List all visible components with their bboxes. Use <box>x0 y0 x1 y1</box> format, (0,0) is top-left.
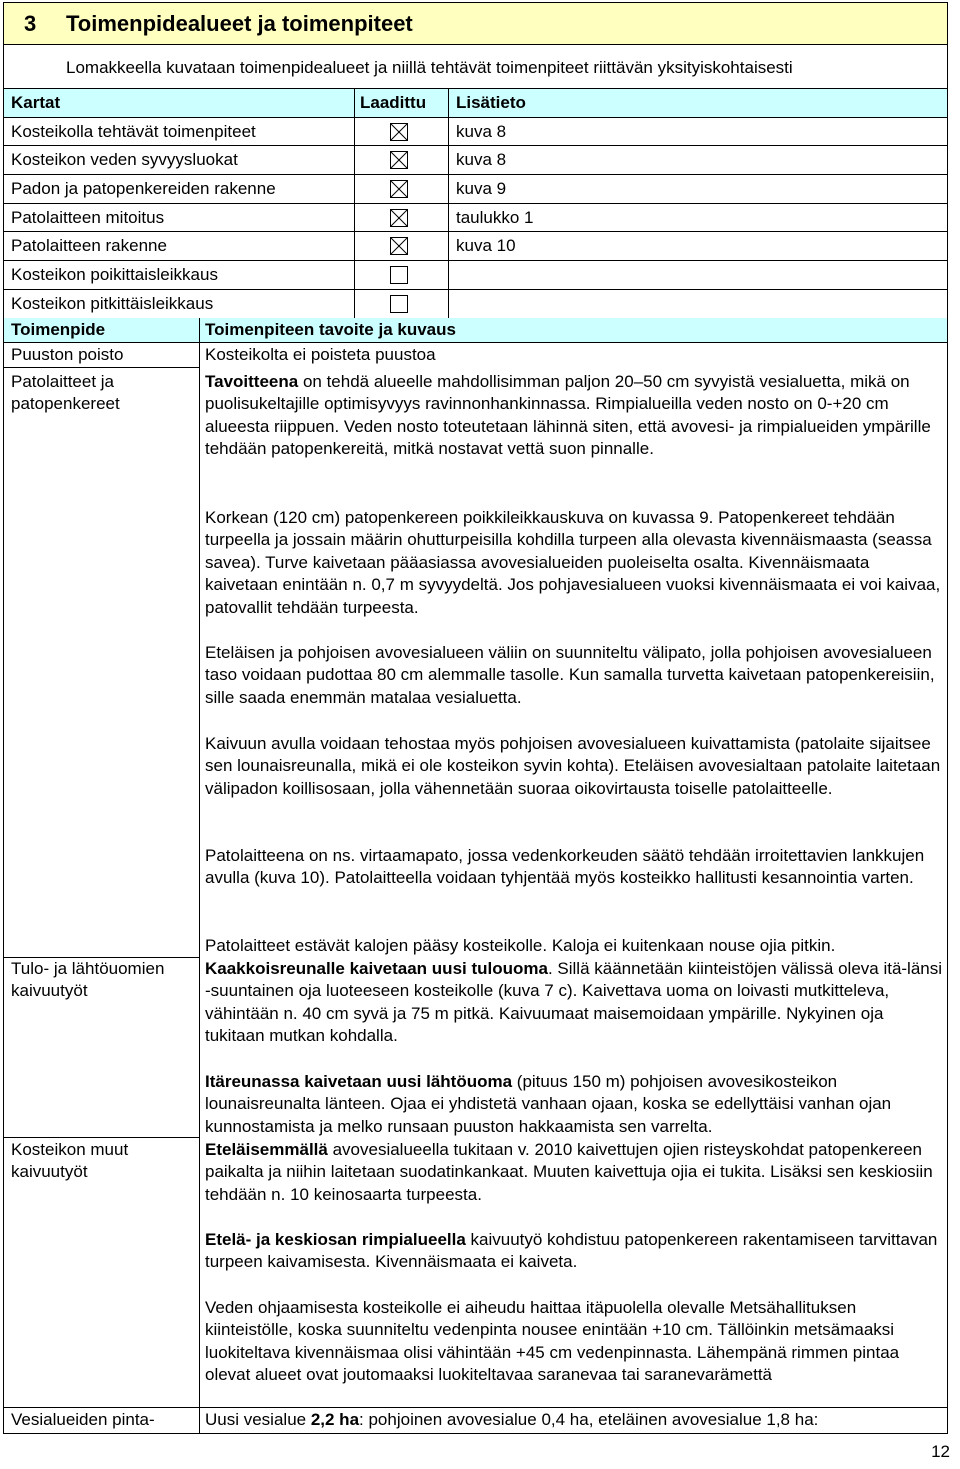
actions-header-action: Toimenpide <box>11 320 106 339</box>
map-row <box>4 146 947 175</box>
checked-box-icon[interactable] <box>390 180 408 198</box>
ditches-paragraph-1: Kaakkoisreunalle kaivetaan uusi tulouoma. Sillä käännetään kiinteistöjen välissä oleva itä-länsi -suuntainen oja luoteeseen kosteikolle (kuva 7 c). Kaivettava uoma on loivasti mutkitteleva, vähintään n. 40 cm syvä ja 75 m pitkä. Kaivuumaat maisemoidaan ympärille. Nykyinen oja tukitaan mutkan kohdalla. <box>205 959 943 1046</box>
dams-paragraph-3: Eteläisen ja pohjoisen avovesialueen väliin on suunniteltu välipato, jolla pohjoisen avovesialueen taso voidaan pudottaa 80 cm alemmalle tasolle. Kun samalla turvetta kaivetaan patopenkereisiin, sille saada enemmän matalaa vesialuetta. <box>205 643 935 707</box>
action-label-water: Vesialueiden pinta- <box>11 1410 155 1429</box>
page-number: 12 <box>931 1442 950 1461</box>
map-row-info: kuva 10 <box>456 236 516 256</box>
map-row <box>4 204 947 233</box>
map-row <box>4 290 947 319</box>
checked-box-icon[interactable] <box>390 123 408 141</box>
action-label-tree-removal: Puuston poisto <box>11 345 124 364</box>
dams-paragraph-2: Korkean (120 cm) patopenkereen poikkileikkauskuva on kuvassa 9. Patopenkereet tehdään turpeella ja jossain määrin ohutturpeisilla kohdilla turpeen alla olevasta kivennäismaasta (seassa savea). Turve kaivetaan pääasiassa avovesialueiden puoleiselta osalta. Kivennäismaata kaivetaan enintään n. 0,7 m syvyydeltä. Jos pohjavesialueen vuoksi kivennäismaata ei voi kaivaa, patovallit tehdään turpeesta. <box>205 508 941 617</box>
dams-paragraph-1: Tavoitteena on tehdä alueelle mahdollisimman paljon 20–50 cm syvyistä vesialuetta, mikä on puolisukeltajille optimisyvyys ravinnonhankinnassa. Rimpialueilla veden nosto on 0-+20 cm alueesta riippuen. Veden nosto toteutetaan lähinnä siten, että avovesi- ja rimpialueiden ympärille tehdään patopenkereitä, mitkä nostavat vettä suon pinnalle. <box>205 372 931 459</box>
other-paragraph-1: Eteläisemmällä avovesialueella tukitaan v. 2010 kaivettujen ojien risteyskohdat patopenkereen paikalta ja niihin laitetaan suodatinkankaat. Muuten kaivettuja ojia ei tukita. Lisäksi sen keskiosiin tehdään n. 10 keinosaarta turpeesta. <box>205 1140 933 1204</box>
maps-header-row <box>4 89 947 118</box>
action-label-dams: Patolaitteet ja patopenkereet <box>11 372 120 414</box>
ditches-paragraph-2: Itäreunassa kaivetaan uusi lähtöuoma (pituus 150 m) pohjoisen avovesikosteikon lounaisreunalta länteen. Ojaa ei yhdistetä vanhaan ojaan, koska se edellyttäisi vanhan ojan kunnostamista ja melko runsaan puuston hakkaamista sen varrelta. <box>205 1072 892 1136</box>
map-row-label: Patolaitteen mitoitus <box>11 207 165 227</box>
maps-header-map: Kartat <box>11 93 61 112</box>
action-label-ditches: Tulo- ja lähtöuomien kaivuutyöt <box>11 959 165 1001</box>
empty-box-icon[interactable] <box>390 295 408 313</box>
map-row-label: Kosteikon poikittaisleikkaus <box>11 265 218 285</box>
intro-text: Lomakkeella kuvataan toimenpidealueet ja niillä tehtävät toimenpiteet riittävän yksityiskohtaisesti <box>66 58 793 77</box>
map-row <box>4 261 947 290</box>
map-row-info: kuva 8 <box>456 150 507 170</box>
map-row-info: kuva 8 <box>456 121 507 141</box>
section-header <box>4 3 947 45</box>
form-frame <box>3 2 948 1434</box>
map-row <box>4 118 947 147</box>
water-text: Uusi vesialue 2,2 ha: pohjoinen avovesialue 0,4 ha, eteläinen avovesialue 1,8 ha: <box>205 1410 819 1429</box>
dams-paragraph-6: Patolaitteet estävät kalojen pääsy kosteikolle. Kaloja ei kuitenkaan nouse ojia pitkin. <box>205 936 836 955</box>
checked-box-icon[interactable] <box>390 237 408 255</box>
action-text-tree-removal: Kosteikolta ei poisteta puustoa <box>205 345 436 364</box>
map-row-label: Padon ja patopenkereiden rakenne <box>11 179 276 199</box>
intro-row <box>4 45 947 89</box>
maps-header-info: Lisätieto <box>456 93 526 112</box>
section-number: 3 <box>24 11 37 36</box>
dams-paragraph-5: Patolaitteena on ns. virtaamapato, jossa vedenkorkeuden säätö tehdään irroitettavien lankkujen avulla (kuva 10). Patolaitteella voidaan tyhjentää myös kosteikko hallitusti kesannointia varten. <box>205 846 925 888</box>
section-title: Toimenpidealueet ja toimenpiteet <box>66 11 413 36</box>
map-row <box>4 232 947 261</box>
dams-paragraph-4: Kaivuun avulla voidaan tehostaa myös pohjoisen avovesialueen kuivattamista (patolaite sijaitsee sen lounaisreunalla, mikä ei ole kosteikon syvin kohta). Eteläisen avovesialtaan patolaite laitetaan välipadon koillisosaan, jolla vähennetään suoraa oikovirtausta toiselle patolaitteelle. <box>205 734 941 798</box>
other-paragraph-2: Etelä- ja keskiosan rimpialueella kaivuutyö kohdistuu patopenkereen rakentamiseen tarvittavan turpeen kaivamisesta. Kivennäismaata ei kaiveta. <box>205 1230 938 1272</box>
empty-box-icon[interactable] <box>390 266 408 284</box>
maps-table <box>4 89 947 319</box>
map-row-label: Patolaitteen rakenne <box>11 236 167 256</box>
map-row-label: Kosteikon pitkittäisleikkaus <box>11 293 214 313</box>
map-row-info: taulukko 1 <box>456 207 534 227</box>
actions-header-row <box>4 318 947 343</box>
actions-header-goal: Toimenpiteen tavoite ja kuvaus <box>205 320 456 339</box>
actions-column-divider <box>199 318 200 1433</box>
map-row-info: kuva 9 <box>456 179 507 199</box>
map-row-label: Kosteikon veden syvyysluokat <box>11 150 238 170</box>
map-row-label: Kosteikolla tehtävät toimenpiteet <box>11 121 256 141</box>
checked-box-icon[interactable] <box>390 209 408 227</box>
action-label-other: Kosteikon muut kaivuutyöt <box>11 1140 129 1182</box>
checked-box-icon[interactable] <box>390 151 408 169</box>
map-row <box>4 175 947 204</box>
other-paragraph-3: Veden ohjaamisesta kosteikolle ei aiheudu haittaa itäpuolella olevalle Metsähallituksen kiinteistölle, koska suunniteltu vedenpinta nousee enintään +10 cm. Tällöinkin metsämaaksi luokiteltava kivennäismaa olisi vähintään +45 cm vedenpinnasta. Lähempänä rimmen pintaa olevat alueet ovat joutomaaksi luokiteltavaa saranevaa tai saranevarämettä <box>205 1298 900 1385</box>
maps-header-done: Laadittu <box>360 93 427 112</box>
